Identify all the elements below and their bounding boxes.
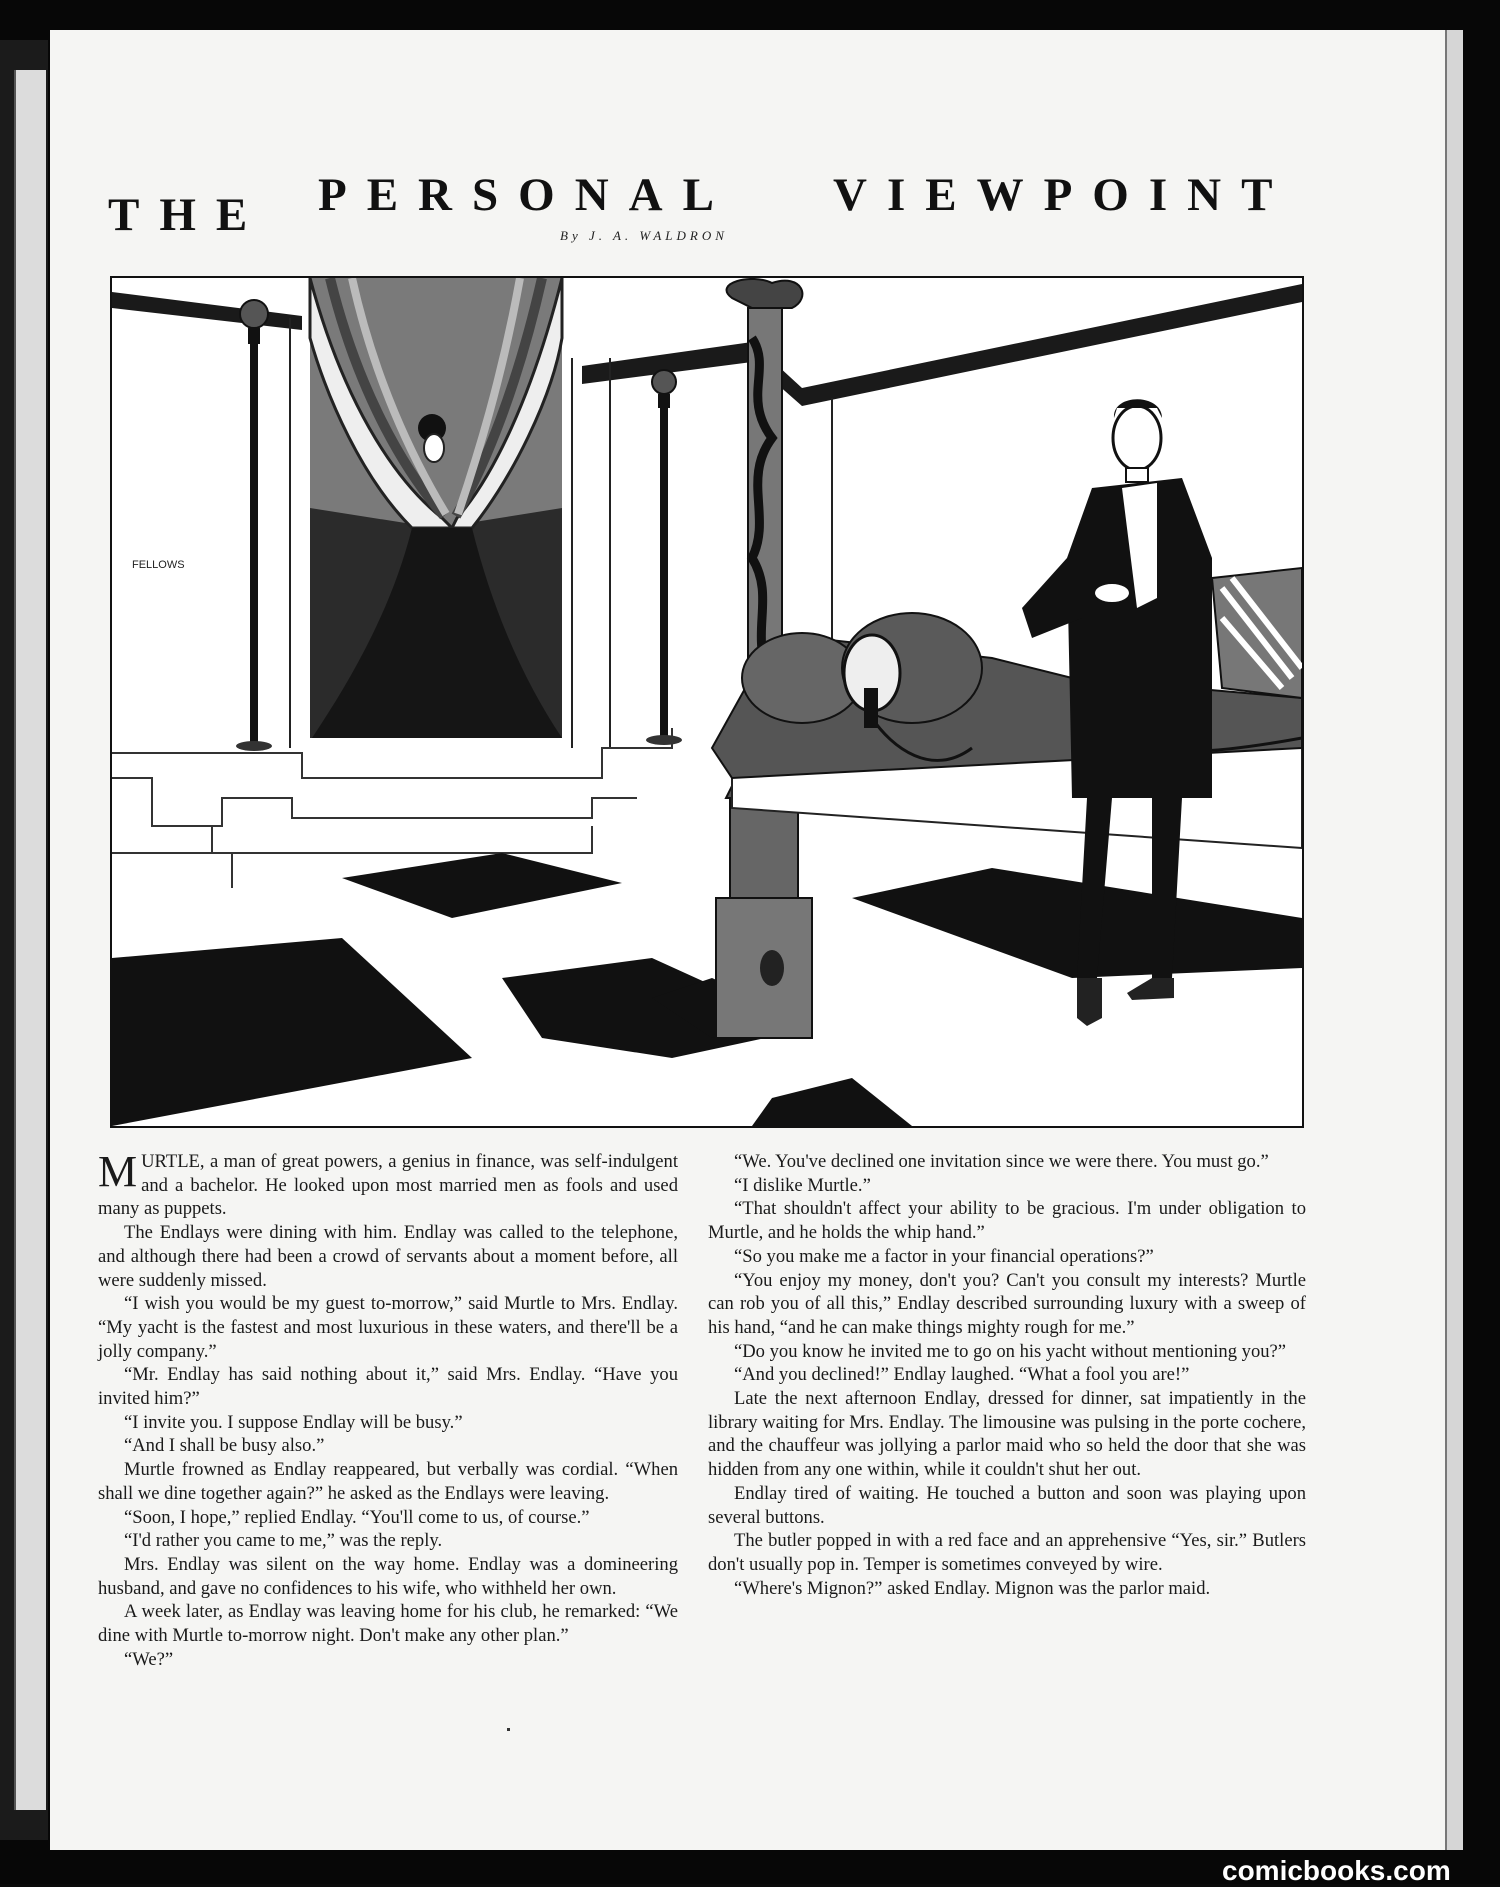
article-paragraph: “Soon, I hope,” replied Endlay. “You'll come to us, of course.”	[124, 1506, 590, 1528]
title-word-personal: PERSONAL	[318, 169, 734, 221]
article-paragraph: Endlay tired of waiting. He touched a button and soon was playing upon several buttons.	[708, 1482, 1306, 1528]
illustration-drawing	[112, 278, 1302, 1126]
article-paragraph: Murtle frowned as Endlay reappeared, but verbally was cordial. “When shall we dine together again?” he asked as the Endlays were leaving.	[98, 1459, 678, 1504]
facing-page-edge	[14, 70, 46, 1810]
article-paragraph: “I invite you. I suppose Endlay will be busy.”	[124, 1411, 463, 1433]
artist-signature: FELLOWS	[132, 559, 185, 571]
article-column-left	[98, 1147, 678, 1671]
article-paragraph: “And you declined!” Endlay laughed. “What a fool you are!”	[734, 1364, 1190, 1386]
article-paragraph: “We. You've declined one invitation since we were there. You must go.”	[734, 1151, 1269, 1172]
article-paragraph: “That shouldn't affect your ability to be gracious. I'm under obligation to Murtle, and he holds the whip hand.”	[708, 1198, 1306, 1244]
author-byline: By J. A. WALDRON	[560, 228, 728, 243]
article-paragraph: The butler popped in with a red face and an apprehensive “Yes, sir.” Butlers don't usually pop in. Temper is sometimes conveyed by wire.	[708, 1530, 1306, 1575]
article-paragraph: “You enjoy my money, don't you? Can't you consult my interests? Murtle can rob you of all this,” Endlay described surrounding luxury with a sweep of his hand, “and he can make things mighty rough for me.”	[708, 1269, 1306, 1338]
title-word-the: THE	[108, 189, 268, 241]
print-speck	[507, 1728, 510, 1731]
paragraph-text: URTLE, a man of great powers, a genius in finance, was self-indulgent and a bachelor. He looked upon most married men as fools and used many as puppets.	[98, 1151, 678, 1220]
title-word-viewpoint: VIEWPOINT	[833, 169, 1293, 221]
article-paragraph: “I'd rather you came to me,” was the reply.	[124, 1530, 443, 1552]
site-watermark: comicbooks.com	[1222, 1855, 1451, 1886]
article-paragraph: “Do you know he invited me to go on his yacht without mentioning you?”	[734, 1340, 1287, 1362]
drop-cap: M	[98, 1147, 138, 1196]
article-paragraph: “I wish you would be my guest to-morrow,” said Murtle to Mrs. Endlay. “My yacht is the fastest and most luxurious in these waters, and there'll be a jolly company.”	[98, 1293, 678, 1362]
article-column-right	[708, 1150, 1306, 1600]
article-paragraph: Late the next afternoon Endlay, dressed for dinner, sat impatiently in the library waiting for Mrs. Endlay. The limousine was pulsing in the porte cochere, and the chauffeur was jollying a parlor maid who so held the door that she was hidden from any one within, while it couldn't shut her out.	[708, 1388, 1306, 1481]
article-paragraph: A week later, as Endlay was leaving home for his club, he remarked: “We dine with Murtle to-morrow night. Don't make any other plan.”	[98, 1601, 678, 1647]
article-paragraph: Mrs. Endlay was silent on the way home. Endlay was a domineering husband, and gave no confidences to his wife, who withheld her own.	[98, 1553, 678, 1599]
article-paragraph: “We?”	[124, 1648, 174, 1670]
page-edge-right	[1445, 30, 1463, 1850]
article-paragraph: “And I shall be busy also.”	[124, 1435, 325, 1457]
illustration	[110, 276, 1304, 1128]
article-paragraph: The Endlays were dining with him. Endlay was called to the telephone, and although there had been a crowd of servants about a moment before, all were suddenly missed.	[98, 1222, 678, 1291]
article-paragraph: “So you make me a factor in your financial operations?”	[734, 1245, 1154, 1267]
article-paragraph: “I dislike Murtle.”	[734, 1174, 871, 1196]
article-paragraph: “Mr. Endlay has said nothing about it,” said Mrs. Endlay. “Have you invited him?”	[98, 1364, 678, 1410]
article-paragraph: “Where's Mignon?” asked Endlay. Mignon was the parlor maid.	[734, 1577, 1211, 1599]
article-paragraph	[98, 1147, 678, 1221]
